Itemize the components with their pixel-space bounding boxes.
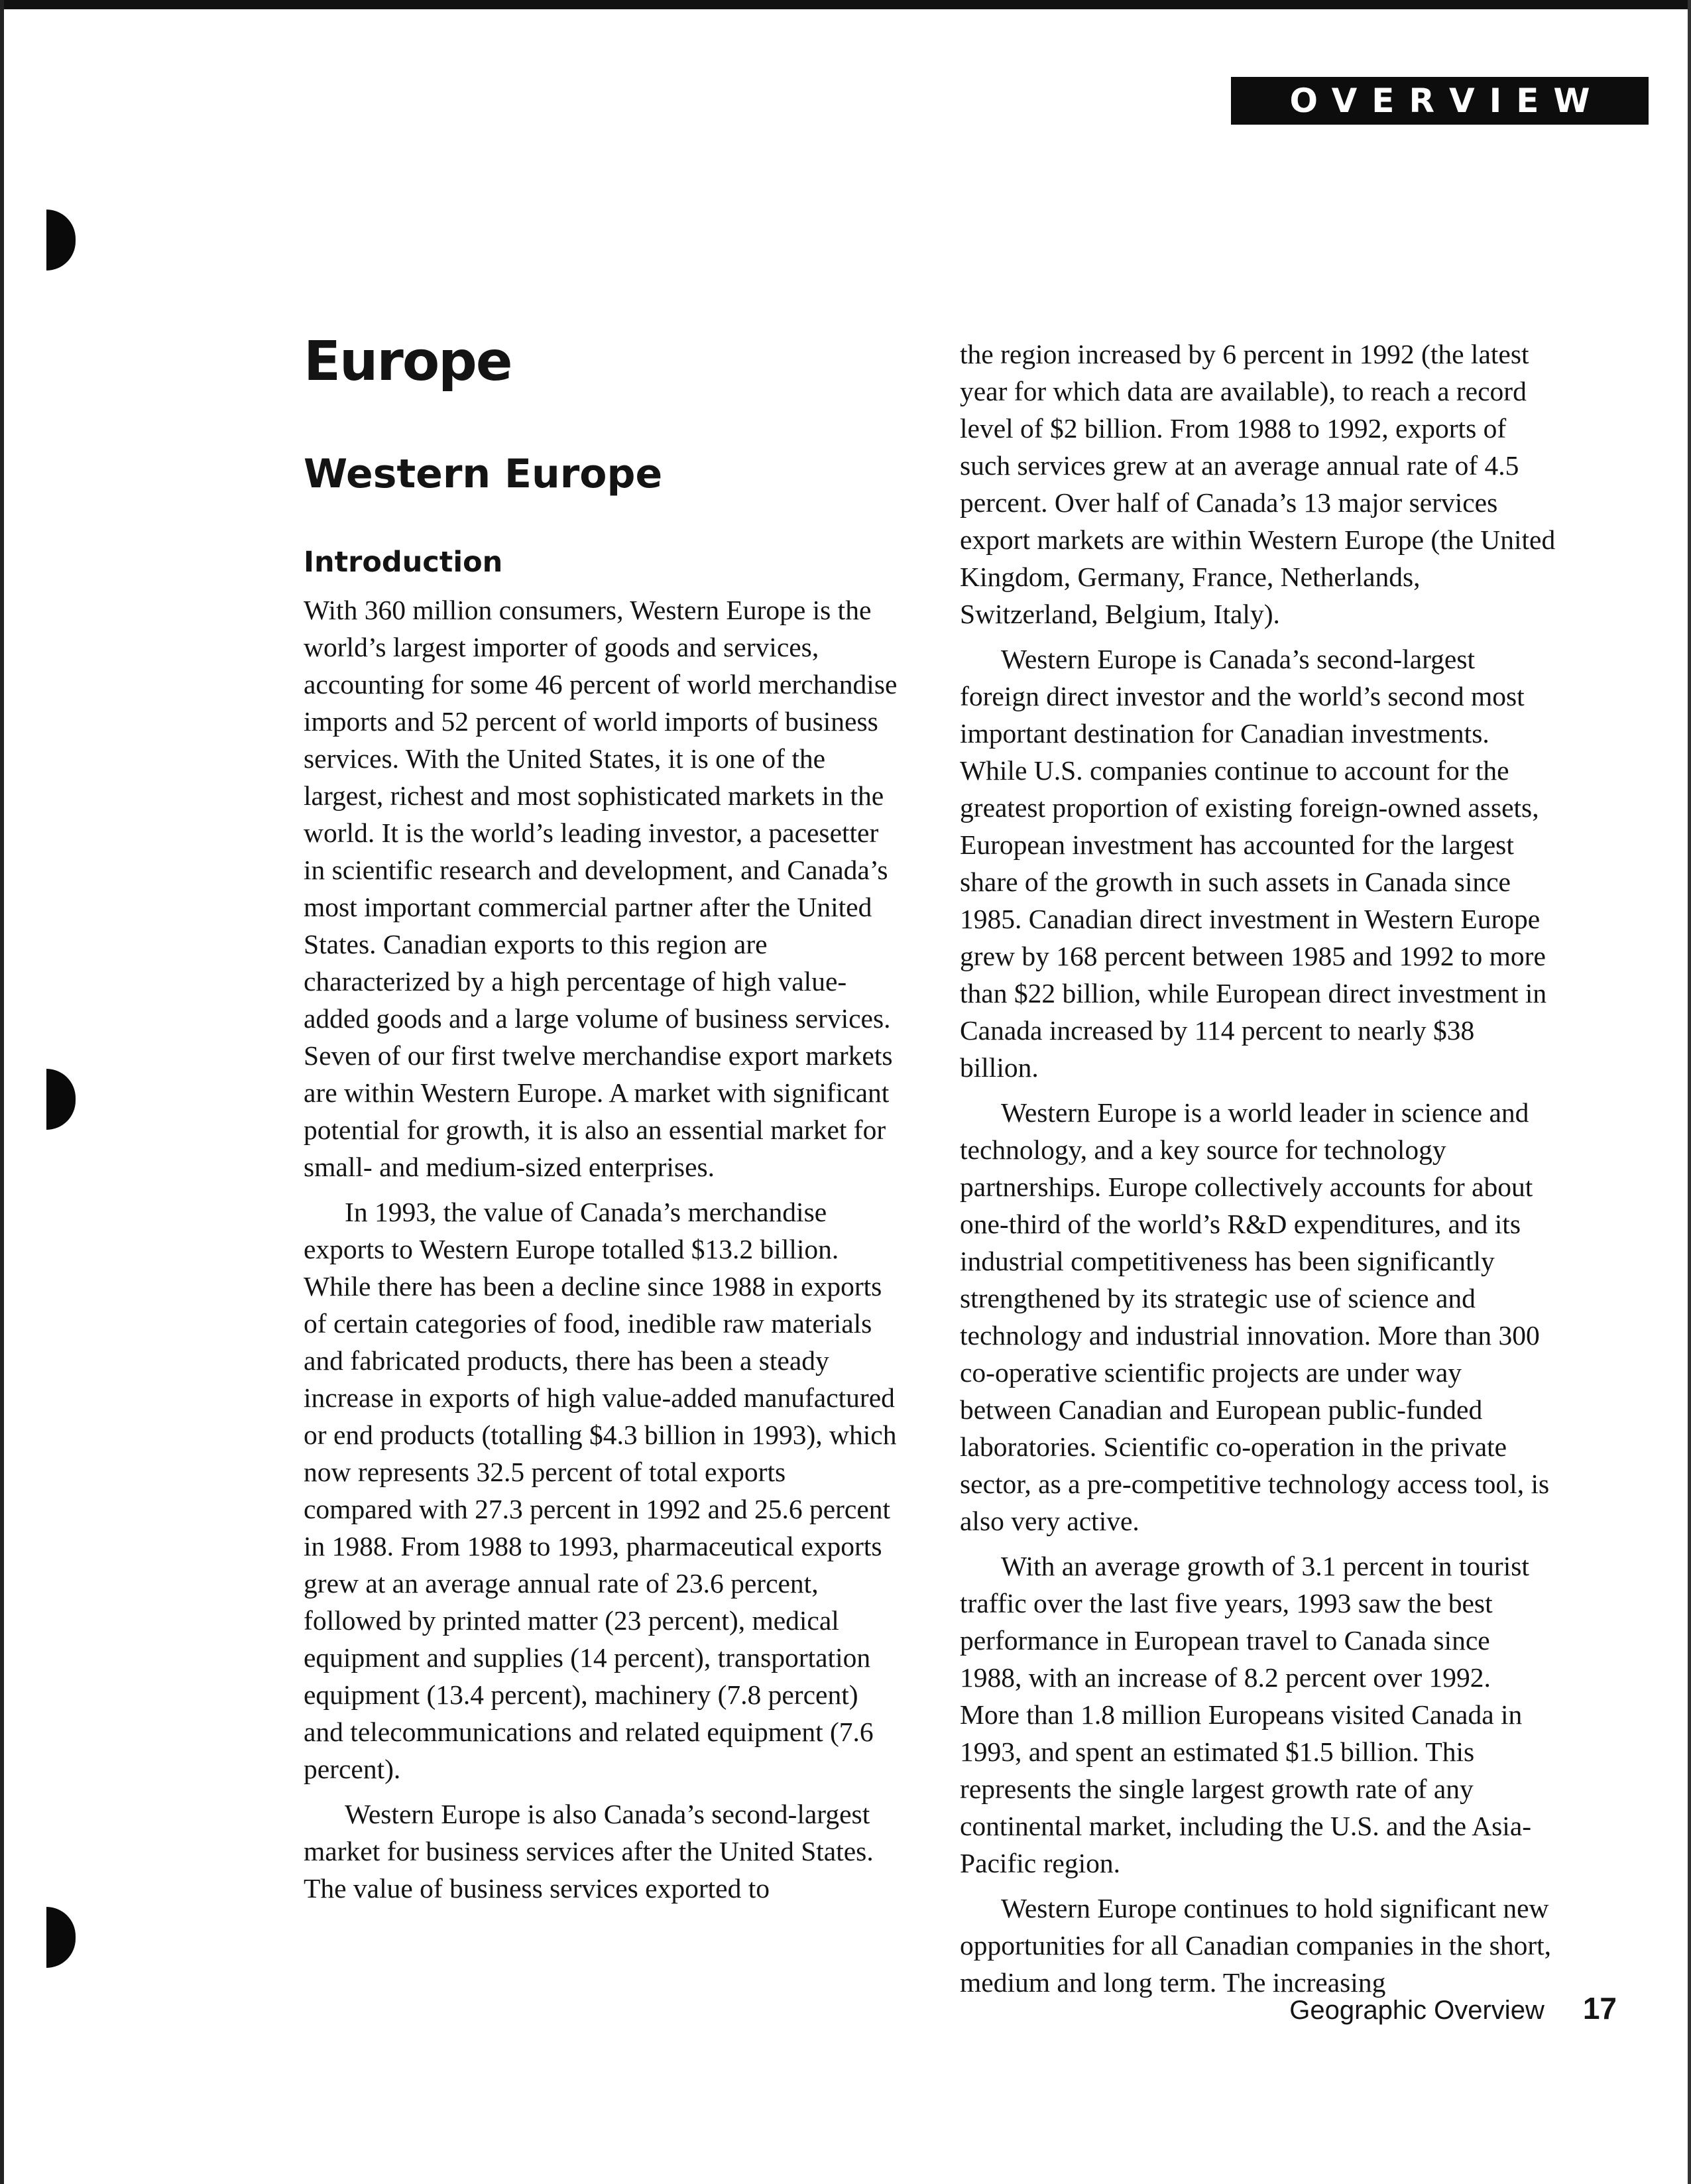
page-number: 17	[1582, 1991, 1617, 2026]
binder-hole-icon	[46, 210, 76, 271]
paragraph: In 1993, the value of Canada’s merchandise exports to Western Europe totalled $13.2 billion. While there has been a decline since 1988 in exports of certain categories of food, inedible raw materials and fabricated products, there has been a steady increase in exports of high value-added manufactured or end products (totalling $4.3 billion in 1993), which now represents 32.5 percent of total exports compared with 27.3 percent in 1992 and 25.6 percent in 1988. From 1988 to 1993, pharmaceutical exports grew at an average annual rate of 23.6 percent, followed by printed matter (23 percent), medical equipment and supplies (14 percent), transportation equipment (13.4 percent), machinery (7.8 percent) and telecommunications and related equipment (7.6 percent).	[304, 1197, 897, 1784]
page-subtitle: Western Europe	[304, 451, 663, 497]
page-title: Europe	[304, 330, 512, 393]
left-border	[0, 0, 4, 2184]
paragraph: Western Europe continues to hold significant new opportunities for all Canadian companies in the short, medium and long term. The increasing	[960, 1893, 1552, 1998]
paragraph: the region increased by 6 percent in 1992 (the latest year for which data are available), to reach a record level of $2 billion. From 1988 to 1992, exports of such services grew at an average annual rate of 4.5 percent. Over half of Canada’s 13 major services export markets are within Western Europe (the United Kingdom, Germany, France, Netherlands, Switzerland, Belgium, Italy).	[960, 339, 1556, 629]
section-heading: Introduction	[304, 546, 503, 579]
right-column	[960, 335, 1556, 2009]
right-border	[1688, 0, 1691, 2184]
binder-hole-icon	[46, 1069, 76, 1130]
top-border	[0, 0, 1691, 9]
left-column	[304, 591, 900, 1915]
binder-hole-icon	[46, 1907, 76, 1968]
paragraph: With 360 million consumers, Western Europe is the world’s largest importer of goods and services, accounting for some 46 percent of world merchandise imports and 52 percent of world imports of business services. With the United States, it is one of the largest, richest and most sophisticated markets in the world. It is the world’s leading investor, a pacesetter in scientific research and development, and Canada’s most important commercial partner after the United States. Canadian exports to this region are characterized by a high percentage of high value-added goods and a large volume of business services. Seven of our first twelve merchandise export markets are within Western Europe. A market with significant potential for growth, it is also an essential market for small- and medium-sized enterprises.	[304, 595, 898, 1182]
section-tab: OVERVIEW	[1231, 77, 1649, 125]
paragraph: Western Europe is a world leader in science and technology, and a key source for technology partnerships. Europe collectively accounts for about one-third of the world’s R&D expenditures, and its industrial competitiveness has been significantly strengthened by its strategic use of science and technology and industrial innovation. More than 300 co-operative scientific projects are under way between Canadian and European public-funded laboratories. Scientific co-operation in the private sector, as a pre-competitive technology access tool, is also very active.	[960, 1097, 1550, 1536]
page-footer	[1289, 1990, 1617, 2026]
footer-label: Geographic Overview	[1289, 1996, 1545, 2025]
paragraph: Western Europe is also Canada’s second-largest market for business services after the United States. The value of business services exported to	[304, 1799, 874, 1904]
paragraph: Western Europe is Canada’s second-largest foreign direct investor and the world’s second most important destination for Canadian investments. While U.S. companies continue to account for the greatest proportion of existing foreign-owned assets, European investment has accounted for the largest share of the growth in such assets in Canada since 1985. Canadian direct investment in Western Europe grew by 168 percent between 1985 and 1992 to more than $22 billion, while European direct investment in Canada increased by 114 percent to nearly $38 billion.	[960, 644, 1547, 1083]
paragraph: With an average growth of 3.1 percent in tourist traffic over the last five years, 1993 saw the best performance in European travel to Canada since 1988, with an increase of 8.2 percent over 1992. More than 1.8 million Europeans visited Canada in 1993, and spent an estimated $1.5 billion. This represents the single largest growth rate of any continental market, including the U.S. and the Asia-Pacific region.	[960, 1551, 1532, 1878]
